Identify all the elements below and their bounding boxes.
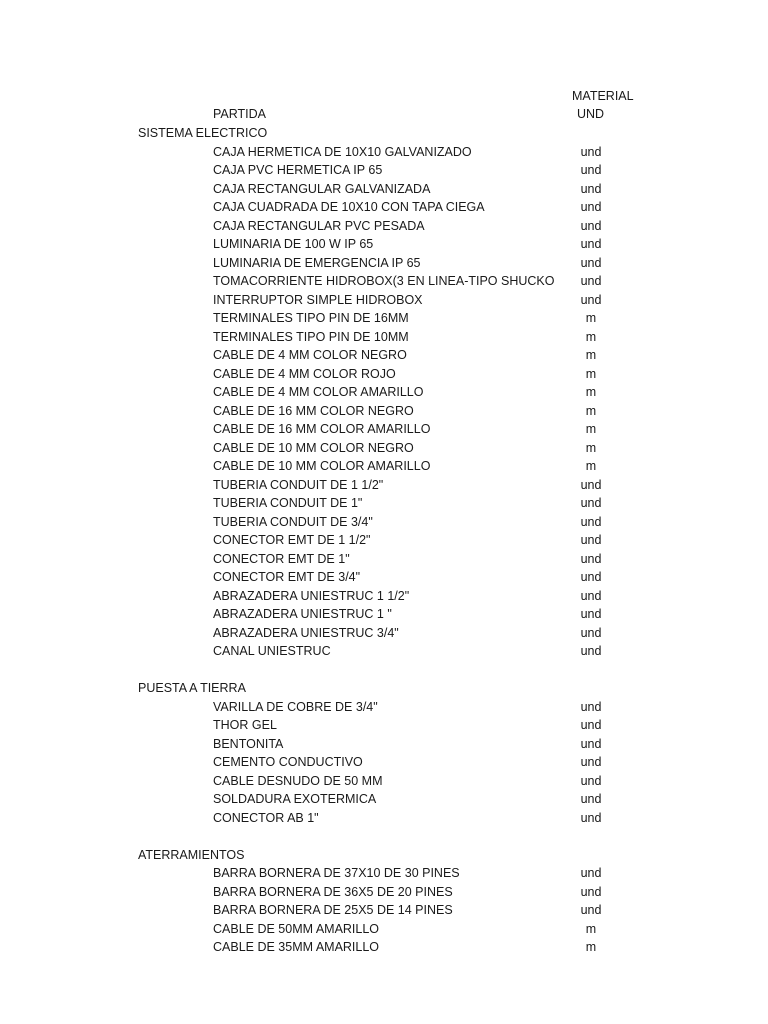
item-description: BARRA BORNERA DE 36X5 DE 20 PINES	[213, 884, 453, 899]
material-row	[0, 550, 768, 569]
material-row	[0, 605, 768, 624]
item-unit: und	[580, 588, 602, 603]
material-row	[0, 735, 768, 754]
item-unit: und	[580, 218, 602, 233]
item-unit: und	[580, 810, 602, 825]
material-row	[0, 457, 768, 476]
item-description: INTERRUPTOR SIMPLE HIDROBOX	[213, 292, 423, 307]
item-unit: und	[580, 144, 602, 159]
item-unit: und	[580, 274, 602, 288]
item-description: SOLDADURA EXOTERMICA	[213, 792, 377, 806]
material-row	[0, 198, 768, 217]
item-description: CABLE DE 10 MM COLOR NEGRO	[213, 440, 414, 455]
item-description: CAJA PVC HERMETICA IP 65	[213, 163, 383, 177]
material-row	[0, 883, 768, 902]
item-unit: und	[580, 699, 602, 714]
item-description: CEMENTO CONDUCTIVO	[213, 755, 363, 769]
section-heading-row	[0, 846, 768, 865]
item-unit: und	[580, 755, 602, 769]
material-row	[0, 309, 768, 328]
material-row	[0, 513, 768, 532]
item-description: TERMINALES TIPO PIN DE 10MM	[213, 329, 409, 344]
item-description: CANAL UNIESTRUC	[213, 644, 331, 658]
item-description: ABRAZADERA UNIESTRUC 3/4"	[213, 625, 399, 640]
material-row	[0, 642, 768, 661]
material-row	[0, 346, 768, 365]
item-description: TUBERIA CONDUIT DE 1 1/2"	[213, 477, 384, 492]
material-row	[0, 476, 768, 495]
material-row	[0, 383, 768, 402]
item-description: CABLE DE 35MM AMARILLO	[213, 940, 380, 954]
material-row	[0, 920, 768, 939]
item-unit: und	[580, 237, 602, 251]
item-unit: m	[585, 366, 597, 381]
material-row	[0, 328, 768, 347]
item-description: BARRA BORNERA DE 37X10 DE 30 PINES	[213, 866, 460, 880]
item-unit: m	[585, 940, 597, 954]
item-description: CABLE DE 4 MM COLOR AMARILLO	[213, 385, 424, 399]
item-description: THOR GEL	[213, 718, 277, 732]
item-description: TOMACORRIENTE HIDROBOX(3 EN LINEA-TIPO SHUCKO	[213, 274, 555, 288]
item-description: CABLE DE 16 MM COLOR AMARILLO	[213, 422, 431, 436]
materials-list	[0, 124, 768, 957]
item-unit: und	[580, 607, 602, 621]
item-description: CONECTOR EMT DE 3/4"	[213, 570, 361, 584]
material-row	[0, 772, 768, 791]
item-description: CABLE DE 50MM AMARILLO	[213, 921, 380, 936]
section-heading-row	[0, 124, 768, 143]
item-description: CONECTOR EMT DE 1"	[213, 551, 350, 566]
item-unit: und	[580, 866, 602, 880]
item-unit: m	[585, 440, 597, 455]
item-description: CAJA RECTANGULAR PVC PESADA	[213, 218, 425, 233]
item-unit: m	[585, 422, 597, 436]
blank-row	[0, 661, 768, 680]
item-description: TUBERIA CONDUIT DE 1"	[213, 496, 363, 510]
item-unit: und	[580, 163, 602, 177]
item-unit: m	[585, 329, 597, 344]
item-unit: m	[585, 403, 597, 418]
item-unit: und	[580, 533, 602, 547]
material-row	[0, 938, 768, 957]
material-row	[0, 809, 768, 828]
material-row	[0, 494, 768, 513]
column-header-unit: UND	[577, 107, 605, 121]
material-row	[0, 790, 768, 809]
material-row	[0, 143, 768, 162]
item-unit: m	[585, 311, 597, 325]
material-row	[0, 402, 768, 421]
material-row	[0, 439, 768, 458]
material-row	[0, 624, 768, 643]
material-row	[0, 587, 768, 606]
column-header-material: MATERIAL	[572, 89, 634, 103]
material-row	[0, 235, 768, 254]
item-description: ABRAZADERA UNIESTRUC 1 "	[213, 607, 392, 621]
item-unit: m	[585, 348, 597, 362]
item-description: CABLE DE 10 MM COLOR AMARILLO	[213, 459, 431, 473]
material-row	[0, 291, 768, 310]
item-unit: und	[580, 625, 602, 640]
item-description: CABLE DE 4 MM COLOR ROJO	[213, 366, 396, 381]
material-row	[0, 568, 768, 587]
material-row	[0, 531, 768, 550]
item-description: BARRA BORNERA DE 25X5 DE 14 PINES	[213, 903, 453, 917]
item-unit: m	[585, 921, 597, 936]
material-row	[0, 180, 768, 199]
item-unit: und	[580, 200, 602, 214]
material-row	[0, 864, 768, 883]
material-row	[0, 716, 768, 735]
item-description: VARILLA DE COBRE DE 3/4"	[213, 699, 378, 714]
item-description: LUMINARIA DE EMERGENCIA IP 65	[213, 255, 421, 270]
material-row	[0, 254, 768, 273]
item-unit: und	[580, 570, 602, 584]
section-title: SISTEMA ELECTRICO	[138, 126, 268, 140]
blank-row	[0, 827, 768, 846]
item-unit: und	[580, 514, 602, 529]
item-unit: und	[580, 792, 602, 806]
section-heading-row	[0, 679, 768, 698]
item-description: ABRAZADERA UNIESTRUC 1 1/2"	[213, 588, 410, 603]
item-unit: und	[580, 496, 602, 510]
material-row	[0, 420, 768, 439]
item-description: CAJA RECTANGULAR GALVANIZADA	[213, 181, 431, 196]
item-description: LUMINARIA DE 100 W IP 65	[213, 237, 374, 251]
item-description: BENTONITA	[213, 736, 284, 751]
item-description: CABLE DESNUDO DE 50 MM	[213, 773, 383, 788]
item-description: CONECTOR AB 1"	[213, 810, 319, 825]
item-unit: und	[580, 477, 602, 492]
item-unit: und	[580, 903, 602, 917]
item-unit: und	[580, 292, 602, 307]
item-description: TERMINALES TIPO PIN DE 16MM	[213, 311, 409, 325]
material-row	[0, 161, 768, 180]
item-unit: und	[580, 644, 602, 658]
section-title: ATERRAMIENTOS	[138, 847, 245, 862]
item-unit: und	[580, 736, 602, 751]
item-description: CABLE DE 16 MM COLOR NEGRO	[213, 403, 414, 418]
material-row	[0, 901, 768, 920]
item-description: TUBERIA CONDUIT DE 3/4"	[213, 514, 373, 529]
column-header-partida: PARTIDA	[213, 107, 267, 121]
item-unit: m	[585, 385, 597, 399]
item-unit: und	[580, 773, 602, 788]
item-unit: und	[580, 181, 602, 196]
material-row	[0, 272, 768, 291]
item-unit: m	[585, 459, 597, 473]
material-row	[0, 698, 768, 717]
material-row	[0, 365, 768, 384]
item-unit: und	[580, 718, 602, 732]
item-unit: und	[580, 884, 602, 899]
item-description: CAJA HERMETICA DE 10X10 GALVANIZADO	[213, 144, 472, 159]
item-description: CABLE DE 4 MM COLOR NEGRO	[213, 348, 407, 362]
material-row	[0, 753, 768, 772]
section-title: PUESTA A TIERRA	[138, 681, 246, 695]
material-row	[0, 217, 768, 236]
item-unit: und	[580, 255, 602, 270]
item-description: CONECTOR EMT DE 1 1/2"	[213, 533, 371, 547]
item-description: CAJA CUADRADA DE 10X10 CON TAPA CIEGA	[213, 200, 485, 214]
item-unit: und	[580, 551, 602, 566]
